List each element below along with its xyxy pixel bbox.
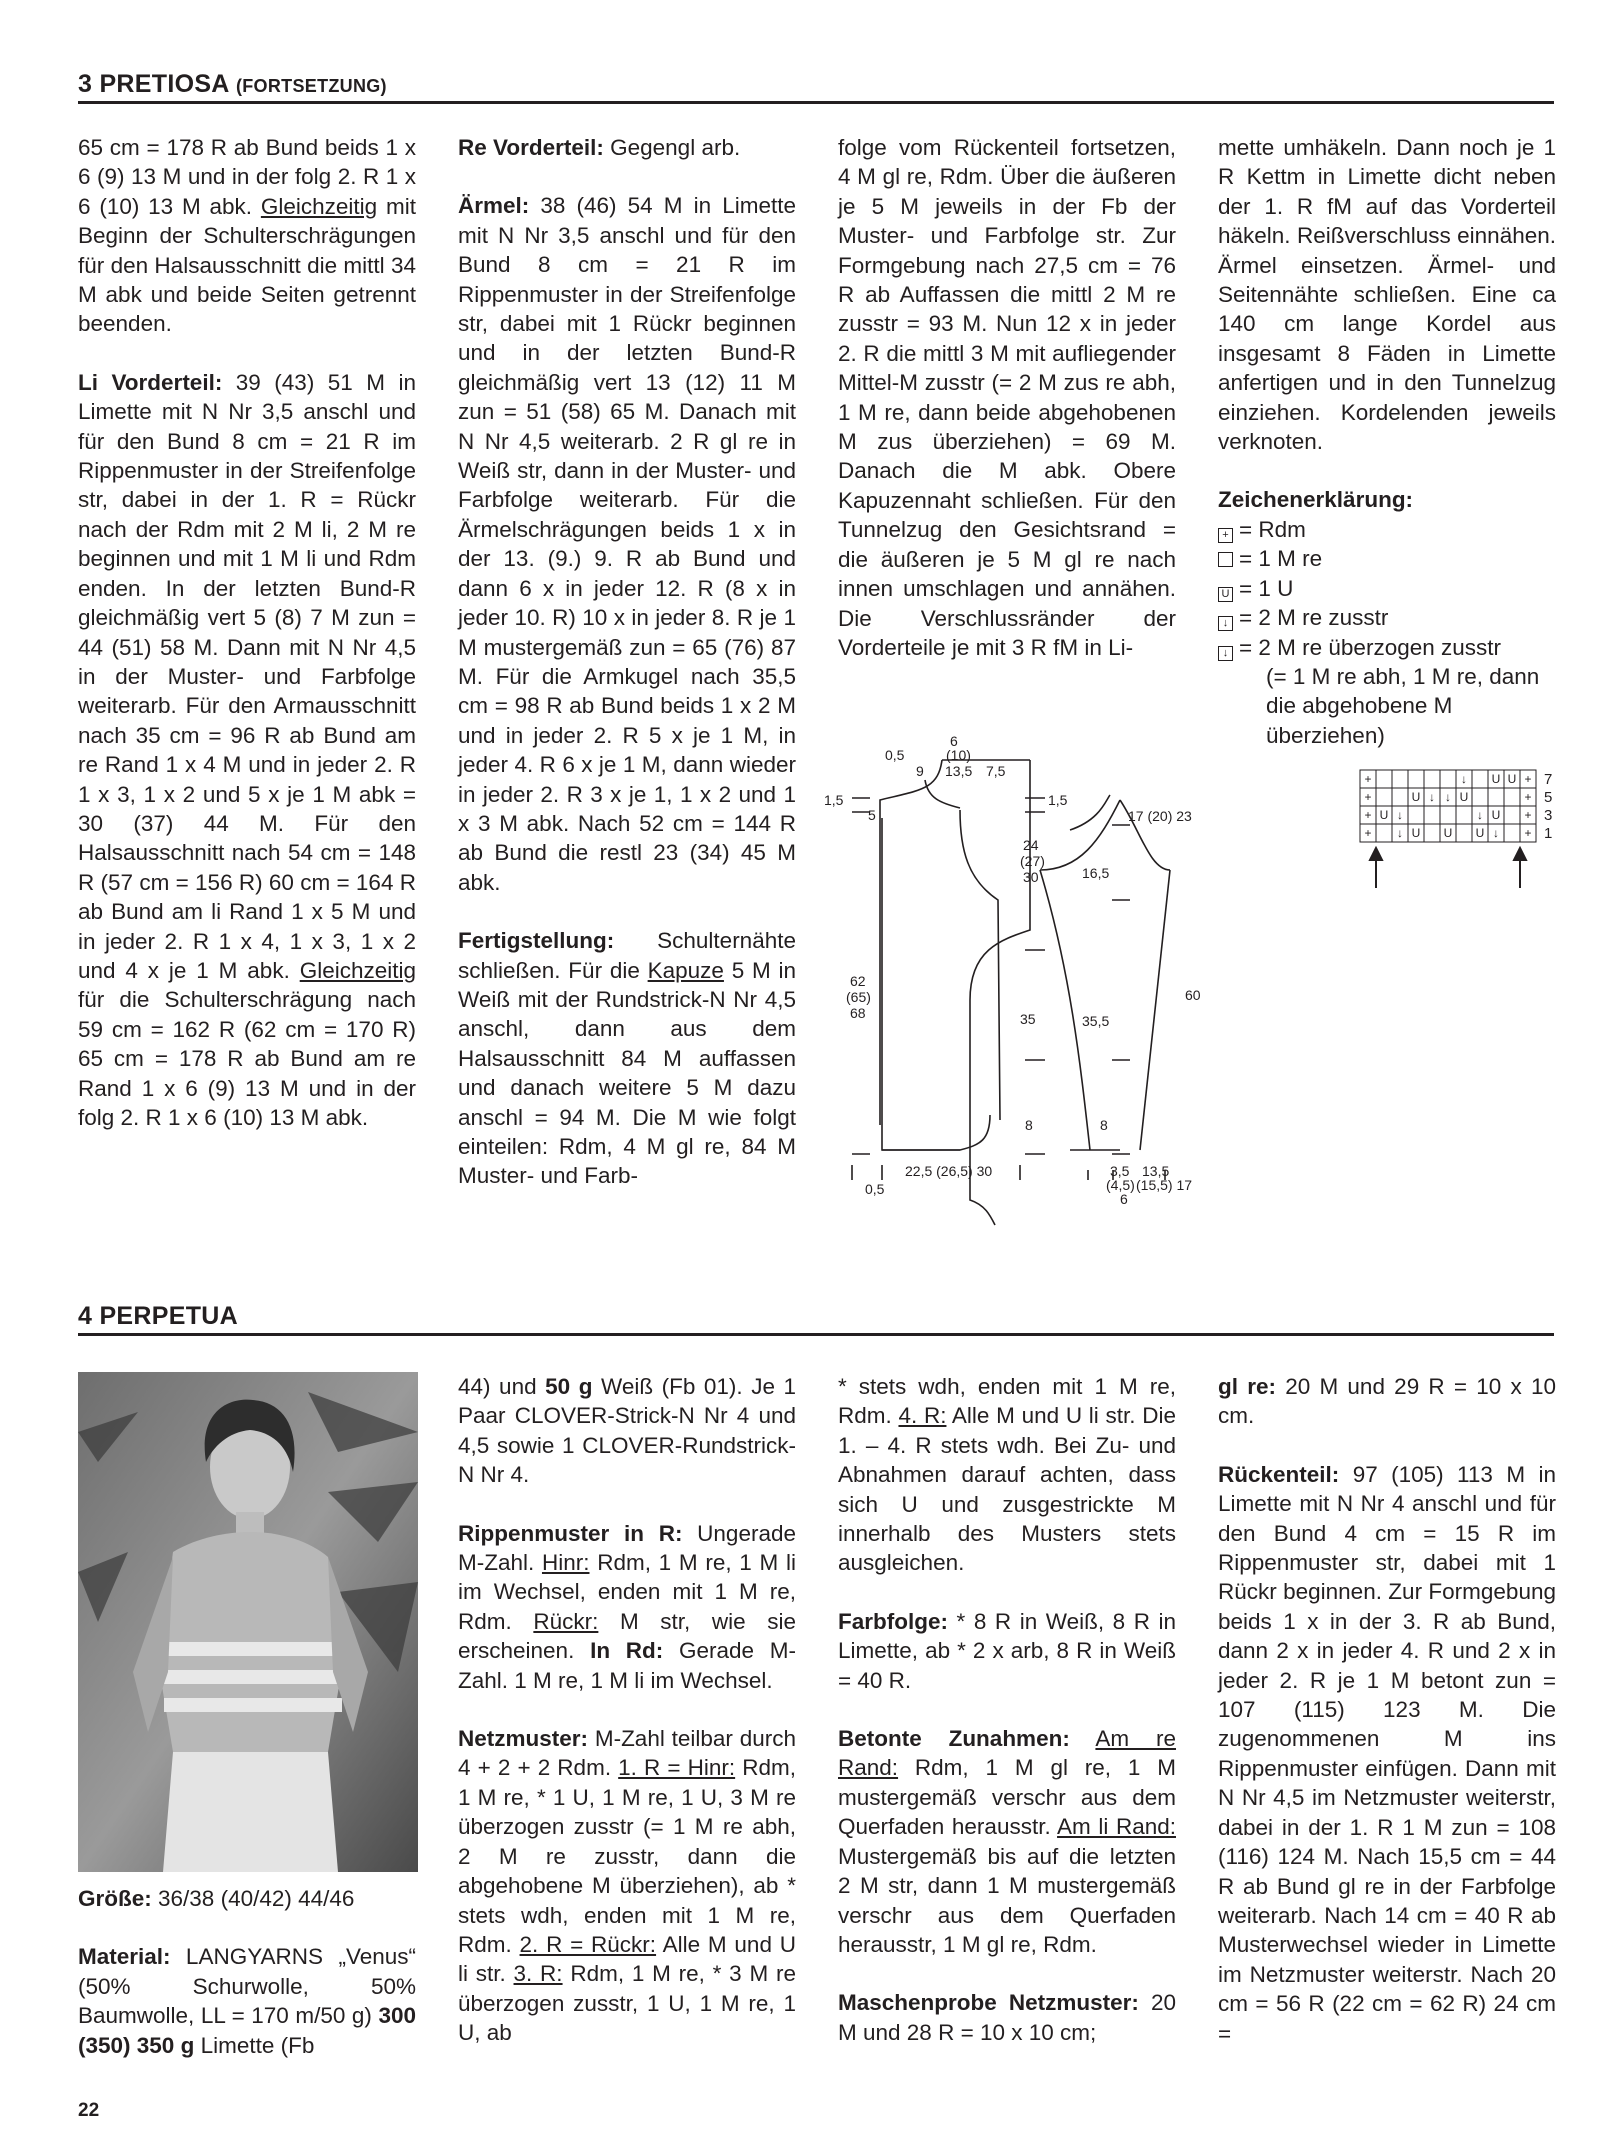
svg-text:+: +: [1524, 790, 1532, 804]
row-number: 7: [1544, 771, 1553, 788]
dim-label: 8: [1025, 1117, 1033, 1133]
dim-label: 1,5: [1048, 792, 1068, 808]
paragraph: Maschenprobe Netzmuster: 20 M und 28 R = 10 x 10 cm;: [838, 1990, 1176, 2045]
pretiosa-column-4: [1218, 133, 1556, 750]
pretiosa-column-1: [78, 133, 416, 1132]
dim-label: 6: [950, 733, 958, 749]
svg-text:+: +: [1364, 808, 1372, 822]
tick-marks: [852, 798, 1165, 1180]
repeat-arrows: [1370, 848, 1526, 888]
section-title: 3 PRETIOSA (FORTSETZUNG): [78, 70, 387, 98]
sleeve-outline: [1040, 795, 1170, 1150]
paragraph: 65 cm = 178 R ab Bund beids 1 x 6 (9) 13 M und in der folg 2. R 1 x 6 (10) 13 M abk. Gleichzeitig mit Beginn der Schulterschrägungen für den Halsausschnitt die mittl 34 M abk und beide Seiten getrennt beenden.: [78, 135, 416, 337]
row-number: 5: [1544, 789, 1553, 806]
page-number: 22: [78, 2100, 100, 2121]
k2tog-square-icon: ↓: [1218, 616, 1233, 631]
front-piece-outline: [880, 760, 1030, 1225]
svg-text:U: U: [1491, 772, 1501, 786]
section-title: 4 PERPETUA: [78, 1302, 238, 1330]
svg-text:+: +: [1364, 826, 1372, 840]
schematic-diagrams: [824, 720, 1250, 1220]
plus-square-icon: +: [1218, 528, 1233, 543]
section-header-perpetua: [78, 1302, 1554, 1336]
dim-label: (27): [1020, 853, 1045, 869]
dim-label: (4,5): [1106, 1177, 1135, 1193]
row-number: 1: [1544, 825, 1553, 842]
dim-label: 6: [1120, 1191, 1128, 1207]
paragraph: * stets wdh, enden mit 1 M re, Rdm. 4. R: Alle M und U li str. Die 1. – 4. R stets wdh. Bei Zu- und Abnahmen darauf achten, dass sich U und zusgestrickte M innerhalb des Musters stets ausgleichen.: [838, 1374, 1176, 1576]
dim-label: 13,5: [945, 763, 973, 779]
dim-label: 35,5: [1082, 1013, 1110, 1029]
paragraph: Netzmuster: M-Zahl teilbar durch 4 + 2 + 2 Rdm. 1. R = Hinr: Rdm, 1 M re, * 1 U, 1 M re, 1 U, 3 M re überzogen zusstr (= 1 M re abh, 2 M re zusstr, dann die abgehobene M überziehen), ab * stets wdh, enden mit 1 M re, Rdm. 2. R = Rückr: Alle M und U li str. 3. R: Rdm, 1 M re, * 3 M re überzogen zusstr, 1 U, 1 M re, 1 U, ab: [458, 1726, 796, 2046]
dim-label: 60: [1185, 987, 1201, 1003]
svg-text:U: U: [1491, 808, 1501, 822]
ssk-square-icon: ↓: [1218, 646, 1233, 661]
model-photo: [78, 1372, 418, 1872]
paragraph: Ärmel: 38 (46) 54 M in Limette mit N Nr 3,5 anschl und für den Bund 8 cm = 21 R im Rippenmuster in der Streifenfolge str, dabei mit 1 Rückr beginnen und in der letzten Bund-R gleichmäßig vert 13 (12) 11 M zun = 51 (58) 65 M. Danach mit N Nr 4,5 weiterarb. 2 R gl re in Weiß str, dann in der Muster- und Farbfolge weiterarb. Für die Ärmelschrägungen beids 1 x in der 13. (9.) 9. R ab Bund und dann 6 x in jeder 12. R (8 x in jeder 10. R) 10 x in jeder 8. R je 1 M mustergemäß zun = 65 (76) 87 M. Für die Armkugel nach 35,5 cm = 98 R ab Bund beids 1 x 2 M und in jeder 2. R 5 x je 1 M, in jeder 4. R 6 x je 1 M, dann wieder in jeder 2. R 3 x je 1, 1 x 2 und 1 x 3 M abk. Nach 52 cm = 144 R ab Bund die restl 23 (34) 45 M abk.: [458, 193, 796, 895]
legend-item: U = 1 U: [1218, 574, 1556, 603]
dim-label: 22,5 (26,5) 30: [905, 1163, 993, 1179]
sleeve-dimension-labels: [1082, 808, 1201, 1207]
legend: [1218, 485, 1556, 750]
knitting-chart: [1360, 770, 1560, 910]
svg-text:↓: ↓: [1493, 826, 1499, 840]
paragraph: Rückenteil: 97 (105) 113 M in Limette mit N Nr 4 anschl und für den Bund 4 cm = 15 R im Rippenmuster str, dabei mit 1 Rückr beginnen. Zur Formgebung beids 1 x in der 3. R ab Bund, dann 2 x in jeder 4. R und 2 x in jeder 2. R je 1 M betont zun = 107 (115) 123 M. Die zugenommenen M ins Rippenmuster einfügen. Dann mit N Nr 4,5 im Netzmuster weiterstr, dabei in der 1. R 1 M zun = 108 (116) 124 M. Nach 15,5 cm = 44 R ab Bund gl re in der Farbfolge weiterarb. Nach 14 cm = 40 R ab Musterwechsel wieder in Limette im Netzmuster weiterstr. Nach 20 cm = 56 R (22 cm = 62 R) 24 cm =: [1218, 1461, 1556, 2046]
svg-text:U: U: [1507, 772, 1517, 786]
paragraph: gl re: 20 M und 29 R = 10 x 10 cm.: [1218, 1374, 1556, 1429]
row-number: 3: [1544, 807, 1553, 824]
svg-text:+: +: [1524, 808, 1532, 822]
dim-label: 1,5: [824, 792, 844, 808]
dim-label: 9: [916, 763, 924, 779]
dim-label: 0,5: [865, 1181, 885, 1197]
dim-label: 68: [850, 1005, 866, 1021]
legend-item: + = Rdm: [1218, 515, 1556, 544]
paragraph: 44) und 50 g Weiß (Fb 01). Je 1 Paar CLOVER-Strick-N Nr 4 und 4,5 sowie 1 CLOVER-Rundstrick-N Nr 4.: [458, 1374, 797, 1488]
legend-note: (= 1 M re abh, 1 M re, dann die abgehobene M überziehen): [1266, 663, 1540, 748]
perpetua-column-4: [1218, 1372, 1556, 2048]
paragraph: Größe: 36/38 (40/42) 44/46: [78, 1886, 355, 1911]
dim-label: 7,5: [986, 763, 1006, 779]
chart-row-numbers: [1544, 771, 1552, 842]
paragraph: Re Vorderteil: Gegengl arb.: [458, 135, 741, 160]
dim-label: 16,5: [1082, 865, 1110, 881]
paragraph: Li Vorderteil: 39 (43) 51 M in Limette mit N Nr 3,5 anschl und für den Bund 8 cm = 21 R im Rippenmuster in der Streifenfolge str, dabei in der 1. R = Rückr nach der Rdm mit 2 M li, 2 M re beginnen und mit 1 M li und Rdm enden. In der letzten Bund-R gleichmäßig vert 5 (8) 7 M zun = 44 (51) 58 M. Dann mit N Nr 4,5 in der Muster- und Farbfolge weiterarb. Für den Armausschnitt nach 35 cm = 96 R ab Bund am re Rand 1 x 4 M und in jeder 2. R 1 x 3, 1 x 2 und 5 x je 1 M abk = 30 (37) 44 M. Für den Halsausschnitt nach 54 cm = 148 R (57 cm = 156 R) 60 cm = 164 R ab Bund am li Rand 1 x 5 M und in jeder 2. R 1 x 4, 1 x 3, 1 x 2 und 4 x je 1 M abk. Gleichzeitig für die Schulterschrägung nach 59 cm = 162 R (62 cm = 170 R) 65 cm = 178 R ab Bund am re Rand 1 x 6 (9) 13 M und in der folg 2. R 1 x 6 (10) 13 M abk.: [78, 369, 416, 1130]
dim-label: 0,5: [885, 747, 905, 763]
dim-label: (10): [946, 747, 971, 763]
section-header-pretiosa: [78, 70, 1554, 104]
legend-title: Zeichenerklärung:: [1218, 487, 1414, 513]
dim-label: 8: [1100, 1117, 1108, 1133]
legend-item: = 1 M re: [1218, 544, 1556, 573]
legend-item: ↓ = 2 M re zusstr: [1218, 603, 1556, 632]
perpetua-column-1: [78, 1884, 416, 2060]
svg-text:U: U: [1459, 790, 1469, 804]
svg-text:↓: ↓: [1461, 772, 1467, 786]
dim-label: (65): [846, 989, 871, 1005]
u-square-icon: U: [1218, 587, 1233, 602]
paragraph: Farbfolge: * 8 R in Weiß, 8 R in Limette, ab * 2 x arb, 8 R in Weiß = 40 R.: [838, 1608, 1176, 1693]
svg-text:↓: ↓: [1397, 808, 1403, 822]
svg-text:+: +: [1364, 772, 1372, 786]
pretiosa-column-2: [458, 133, 796, 1191]
dim-label: 35: [1020, 1011, 1036, 1027]
svg-text:U: U: [1443, 826, 1453, 840]
svg-text:U: U: [1475, 826, 1485, 840]
svg-text:↓: ↓: [1477, 808, 1483, 822]
svg-text:↓: ↓: [1445, 790, 1451, 804]
pretiosa-column-3: [838, 133, 1176, 662]
dim-label: 3,5: [1110, 1163, 1130, 1179]
svg-text:U: U: [1411, 826, 1421, 840]
dim-label: 24: [1023, 837, 1039, 853]
front-dimension-labels: [824, 733, 1068, 1197]
legend-item: ↓ = 2 M re überzogen zusstr: [1218, 633, 1556, 662]
svg-text:U: U: [1379, 808, 1389, 822]
svg-text:+: +: [1524, 772, 1532, 786]
paragraph: Material: LANGYARNS „Venus“ (50% Schurwolle, 50% Baumwolle, LL = 170 m/50 g) 300 (350) 350 g Limette (Fb: [78, 1944, 416, 2058]
dim-label: 17 (20) 23: [1128, 808, 1192, 824]
perpetua-column-3: [838, 1372, 1176, 2047]
paragraph: Fertigstellung: Schulternähte schließen. Für die Kapuze 5 M in Weiß mit der Rundstrick-N Nr 4,5 anschl, dann aus dem Halsausschnitt 84 M auffassen und danach weitere 5 M dazu anschl = 94 M. Die M wie folgt einteilen: Rdm, 4 M gl re, 84 M Muster- und Farb-: [458, 928, 796, 1189]
dim-label: (15,5) 17: [1136, 1177, 1193, 1193]
paragraph: mette umhäkeln. Dann noch je 1 R Kettm in Limette dicht neben der 1. R fM auf das Vorderteil häkeln. Reißverschluss einnähen. Ärmel einsetzen. Ärmel- und Seitennähte schließen. Eine ca 140 cm lange Kordel aus insgesamt 8 Fäden in Limette anfertigen und in den Tunnelzug einziehen. Kordelenden jeweils verknoten.: [1218, 135, 1556, 455]
paragraph: folge vom Rückenteil fortsetzen, 4 M gl re, Rdm. Über die äußeren je 5 M jeweils in der Fb der Muster- und Farbfolge str. Zur Formgebung nach 27,5 cm = 76 R ab Auffassen die mittl 2 M re zusstr = 93 M. Nun 12 x in jeder 2. R die mittl 3 M mit aufliegender Mittel-M zusstr (= 2 M zus re abh, 1 M re, dann beide abgehobenen M zus überziehen) = 69 M. Danach die M abk. Obere Kapuzennaht schließen. Für den Tunnelzug den Gesichtsrand = die äußeren je 5 M gl re nach innen umschlagen und annähen. Die Verschlussränder der Vorderteile je mit 3 R fM in Li-: [838, 135, 1176, 660]
dim-label: 5: [868, 807, 876, 823]
photo-image: [78, 1372, 418, 1872]
svg-text:↓: ↓: [1429, 790, 1435, 804]
dim-label: 62: [850, 973, 866, 989]
paragraph: Betonte Zunahmen: Am re Rand: Rdm, 1 M gl re, 1 M mustergemäß verschr aus dem Querfaden herausstr. Am li Rand: Mustergemäß bis auf die letzten 2 M str, dann 1 M mustergemäß verschr aus dem Querfaden herausstr, 1 M gl re, Rdm.: [838, 1726, 1177, 1957]
dim-label: 13,5: [1142, 1163, 1170, 1179]
svg-text:+: +: [1364, 790, 1372, 804]
paragraph: Rippenmuster in R: Ungerade M-Zahl. Hinr: Rdm, 1 M re, 1 M li im Wechsel, enden mit 1 M re, Rdm. Rückr: M str, wie sie erscheinen. In Rd: Gerade M-Zahl. 1 M re, 1 M li im Wechsel.: [458, 1520, 797, 1693]
svg-text:U: U: [1411, 790, 1421, 804]
empty-square-icon: [1218, 552, 1233, 567]
front-outline: [882, 780, 1000, 1150]
svg-text:↓: ↓: [1397, 826, 1403, 840]
perpetua-column-2: [458, 1372, 796, 2048]
dim-label: 30: [1023, 869, 1039, 885]
svg-text:+: +: [1524, 826, 1532, 840]
